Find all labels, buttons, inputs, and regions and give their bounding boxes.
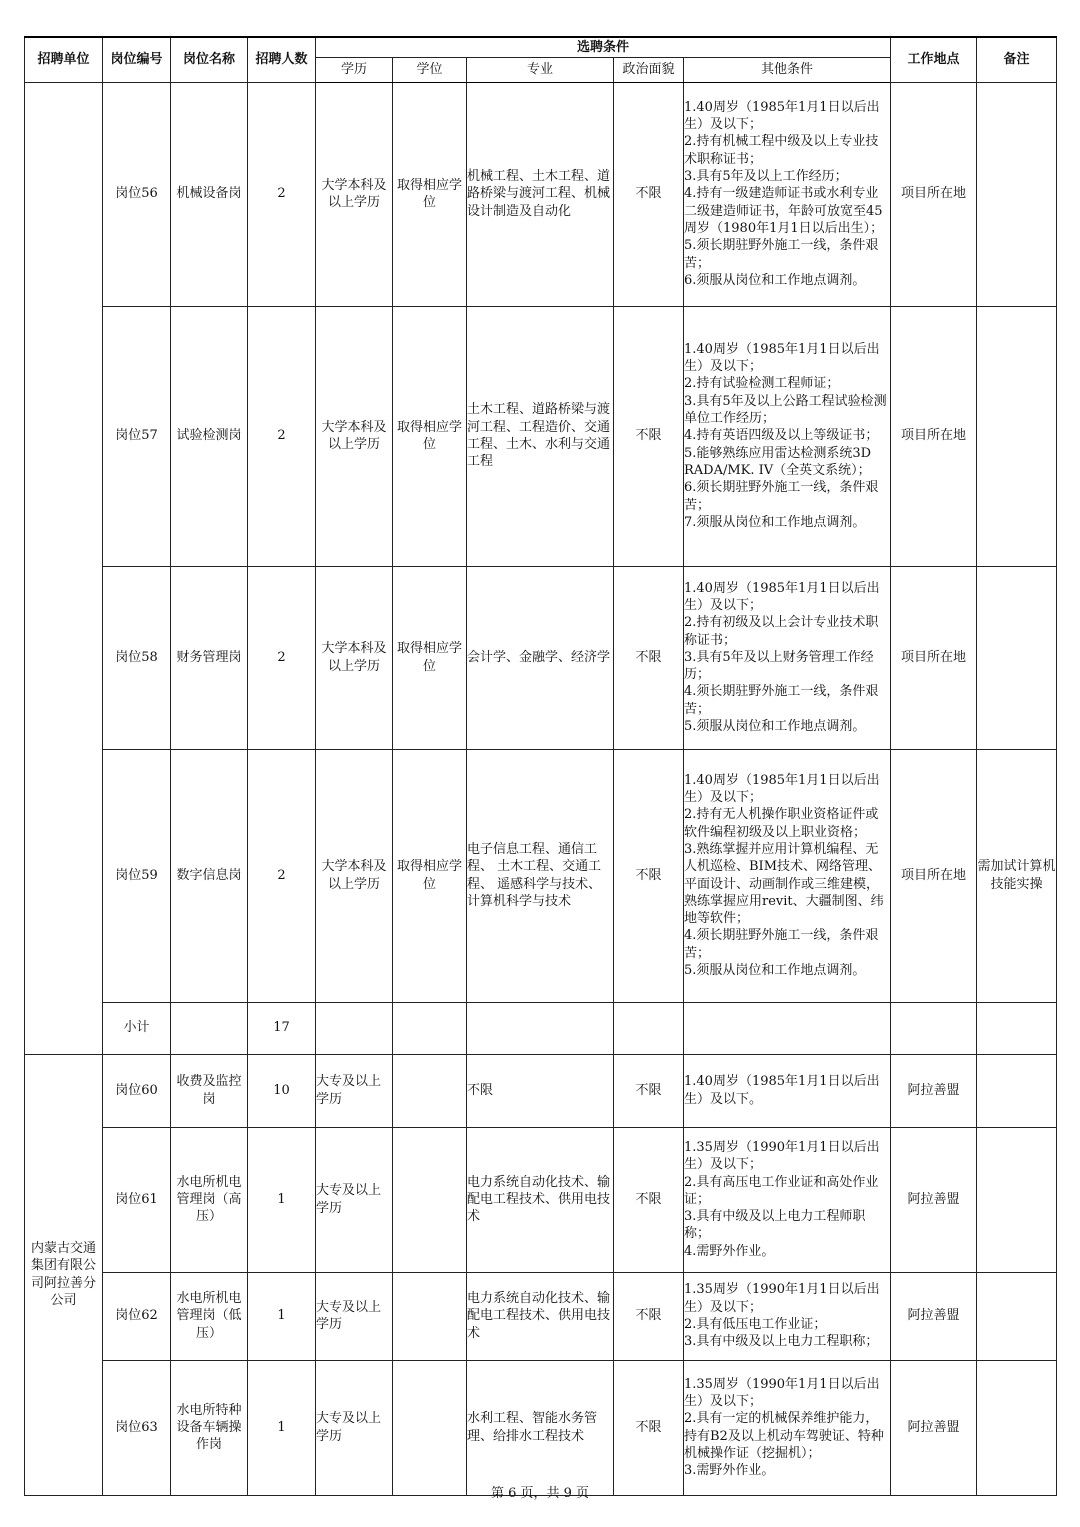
remark xyxy=(977,82,1057,306)
degree: 取得相应学位 xyxy=(393,82,467,306)
location: 阿拉善盟 xyxy=(891,1127,977,1272)
remark xyxy=(977,1360,1057,1495)
condition-line: 1.40周岁（1985年1月1日以后出生）及以下； xyxy=(684,99,880,133)
degree xyxy=(393,1127,467,1272)
header-unit: 招聘单位 xyxy=(25,37,103,82)
condition-line: 2.具有低压电工作业证； xyxy=(684,1317,827,1332)
degree xyxy=(393,1360,467,1495)
condition-line: 3.熟练掌握并应用计算机编程、无人机巡检、BIM技术、网络管理、平面设计、动画制作或三维建模，熟练掌握应用revit、大疆制图、纬地等软件； xyxy=(684,841,884,927)
condition-line: 6.须长期驻野外施工一线，条件艰苦； xyxy=(684,480,879,513)
condition-line: 4.须长期驻野外施工一线，条件艰苦； xyxy=(684,684,879,717)
location: 阿拉善盟 xyxy=(891,1272,977,1360)
major: 会计学、金融学、经济学 xyxy=(467,566,614,749)
condition-line: 5.须长期驻野外施工一线，条件艰苦； xyxy=(684,238,879,271)
header-location: 工作地点 xyxy=(891,37,977,82)
post-code: 岗位61 xyxy=(103,1127,171,1272)
condition-line: 2.持有无人机操作职业资格证件或软件编程初级及以上职业资格； xyxy=(684,807,879,840)
education: 大学本科及以上学历 xyxy=(316,566,393,749)
post-code: 岗位60 xyxy=(103,1054,171,1127)
political: 不限 xyxy=(614,1127,684,1272)
post-name: 收费及监控岗 xyxy=(171,1054,248,1127)
condition-line: 6.须服从岗位和工作地点调剂。 xyxy=(684,272,866,288)
other-conditions xyxy=(684,1127,891,1272)
political: 不限 xyxy=(614,306,684,566)
post-count: 2 xyxy=(248,82,316,306)
condition-line: 3.具有5年及以上公路工程试验检测单位工作经历； xyxy=(684,393,887,427)
condition-line: 1.40周岁（1985年1月1日以后出生）及以下。 xyxy=(684,1074,880,1107)
education: 大学本科及以上学历 xyxy=(316,749,393,1002)
table-row xyxy=(25,1272,1057,1360)
location: 项目所在地 xyxy=(891,749,977,1002)
post-name: 试验检测岗 xyxy=(171,306,248,566)
other-conditions xyxy=(684,566,891,749)
major: 电子信息工程、通信工程、 土木工程、交通工程、 遥感科学与技术、计算机科学与技术 xyxy=(467,749,614,1002)
condition-line: 5.须服从岗位和工作地点调剂。 xyxy=(684,719,866,735)
post-code: 岗位58 xyxy=(103,566,171,749)
condition-line: 3.具有5年及以上财务管理工作经历； xyxy=(684,649,874,683)
remark xyxy=(977,1272,1057,1360)
condition-line: 4.持有一级建造师证书或水利专业二级建造师证书，年龄可放宽至45周岁（1980年1月1日以后出生）； xyxy=(684,186,884,236)
location: 项目所在地 xyxy=(891,82,977,306)
condition-line: 1.35周岁（1990年1月1日以后出生）及以下； xyxy=(684,1282,880,1315)
condition-line: 3.具有中级及以上电力工程师职称； xyxy=(684,1209,866,1242)
condition-line: 1.40周岁（1985年1月1日以后出生）及以下； xyxy=(684,580,880,613)
recruitment-table xyxy=(24,36,1057,1496)
table-row xyxy=(25,82,1057,306)
post-code: 岗位56 xyxy=(103,82,171,306)
post-count: 10 xyxy=(248,1054,316,1127)
degree: 取得相应学位 xyxy=(393,749,467,1002)
other-conditions xyxy=(684,1360,891,1495)
education: 大学本科及以上学历 xyxy=(316,82,393,306)
political: 不限 xyxy=(614,1272,684,1360)
other-conditions xyxy=(684,306,891,566)
major: 电力系统自动化技术、输配电工程技术、供用电技术 xyxy=(467,1127,614,1272)
condition-line: 7.须服从岗位和工作地点调剂。 xyxy=(684,514,866,530)
table-row xyxy=(25,1054,1057,1127)
condition-line: 2.持有初级及以上会计专业技术职称证书； xyxy=(684,615,879,648)
post-code: 岗位57 xyxy=(103,306,171,566)
subtotal-label: 小计 xyxy=(103,1002,171,1054)
political: 不限 xyxy=(614,82,684,306)
major: 机械工程、土木工程、道路桥梁与渡河工程、机械设计制造及自动化 xyxy=(467,82,614,306)
other-conditions xyxy=(684,1054,891,1127)
location: 阿拉善盟 xyxy=(891,1360,977,1495)
table-row xyxy=(25,306,1057,566)
location: 阿拉善盟 xyxy=(891,1054,977,1127)
education: 大学本科及以上学历 xyxy=(316,306,393,566)
table-row xyxy=(25,749,1057,1002)
header-political: 政治面貌 xyxy=(614,57,684,82)
condition-line: 2.具有高压电工作业证和高处作业证； xyxy=(684,1174,879,1207)
condition-line: 1.35周岁（1990年1月1日以后出生）及以下； xyxy=(684,1376,880,1409)
degree: 取得相应学位 xyxy=(393,306,467,566)
post-count: 2 xyxy=(248,749,316,1002)
condition-line: 2.持有试验检测工程师证； xyxy=(684,376,840,392)
post-code: 岗位62 xyxy=(103,1272,171,1360)
header-education: 学历 xyxy=(316,57,393,82)
post-count: 1 xyxy=(248,1127,316,1272)
education: 大专及以上学历 xyxy=(316,1360,393,1495)
table-row xyxy=(25,1127,1057,1272)
header-post-name: 岗位名称 xyxy=(171,37,248,82)
location: 项目所在地 xyxy=(891,566,977,749)
major: 不限 xyxy=(467,1054,614,1127)
condition-line: 4.需野外作业。 xyxy=(684,1243,775,1259)
condition-line: 3.需野外作业。 xyxy=(684,1463,775,1479)
post-name: 数字信息岗 xyxy=(171,749,248,1002)
education: 大专及以上学历 xyxy=(316,1054,393,1127)
education: 大专及以上学历 xyxy=(316,1272,393,1360)
header-degree: 学位 xyxy=(393,57,467,82)
subtotal-row xyxy=(25,1002,1057,1054)
post-name: 水电所机电管理岗（低压） xyxy=(171,1272,248,1360)
education: 大专及以上学历 xyxy=(316,1127,393,1272)
header-other: 其他条件 xyxy=(684,57,891,82)
condition-line: 4.须长期驻野外施工一线，条件艰苦； xyxy=(684,928,879,961)
condition-line: 3.具有中级及以上电力工程职称； xyxy=(684,1334,879,1350)
condition-line: 5.能够熟练应用雷达检测系统3D RADA/MK. IV（全英文系统）； xyxy=(684,445,872,478)
table-row xyxy=(25,1360,1057,1495)
condition-line: 5.须服从岗位和工作地点调剂。 xyxy=(684,962,866,978)
condition-line: 3.具有5年及以上工作经历； xyxy=(684,169,848,185)
header-conditions: 选聘条件 xyxy=(316,37,891,57)
post-name: 机械设备岗 xyxy=(171,82,248,306)
other-conditions xyxy=(684,1272,891,1360)
post-code: 岗位63 xyxy=(103,1360,171,1495)
post-count: 1 xyxy=(248,1272,316,1360)
unit-cell: 内蒙古交通集团有限公司阿拉善分公司 xyxy=(25,1054,103,1495)
major: 电力系统自动化技术、输配电工程技术、供用电技术 xyxy=(467,1272,614,1360)
political: 不限 xyxy=(614,566,684,749)
condition-line: 2.具有一定的机械保养维护能力，持有B2及以上机动车驾驶证、特种机械操作证（挖掘机）； xyxy=(684,1411,884,1461)
post-name: 水电所机电管理岗（高压） xyxy=(171,1127,248,1272)
table-row xyxy=(25,566,1057,749)
major: 水利工程、智能水务管理、给排水工程技术 xyxy=(467,1360,614,1495)
political: 不限 xyxy=(614,1054,684,1127)
unit-cell xyxy=(25,82,103,1054)
subtotal-count: 17 xyxy=(248,1002,316,1054)
remark xyxy=(977,1054,1057,1127)
remark xyxy=(977,566,1057,749)
political: 不限 xyxy=(614,1360,684,1495)
condition-line: 2.持有机械工程中级及以上专业技术职称证书； xyxy=(684,134,879,167)
degree xyxy=(393,1054,467,1127)
major: 土木工程、道路桥梁与渡河工程、工程造价、交通工程、土木、水利与交通工程 xyxy=(467,306,614,566)
degree xyxy=(393,1272,467,1360)
condition-line: 4.持有英语四级及以上等级证书； xyxy=(684,428,879,444)
remark: 需加试计算机技能实操 xyxy=(977,749,1057,1002)
header-major: 专业 xyxy=(467,57,614,82)
political: 不限 xyxy=(614,749,684,1002)
post-code: 岗位59 xyxy=(103,749,171,1002)
remark xyxy=(977,306,1057,566)
condition-line: 1.35周岁（1990年1月1日以后出生）及以下； xyxy=(684,1139,880,1173)
remark xyxy=(977,1127,1057,1272)
post-count: 1 xyxy=(248,1360,316,1495)
other-conditions xyxy=(684,82,891,306)
degree: 取得相应学位 xyxy=(393,566,467,749)
condition-line: 1.40周岁（1985年1月1日以后出生）及以下； xyxy=(684,772,880,806)
post-name: 水电所特种设备车辆操作岗 xyxy=(171,1360,248,1495)
header-remark: 备注 xyxy=(977,37,1057,82)
location: 项目所在地 xyxy=(891,306,977,566)
page-footer: 第 6 页，共 9 页 xyxy=(490,1486,590,1501)
header-code: 岗位编号 xyxy=(103,37,171,82)
condition-line: 1.40周岁（1985年1月1日以后出生）及以下； xyxy=(684,341,880,375)
header-count: 招聘人数 xyxy=(248,37,316,82)
other-conditions xyxy=(684,749,891,1002)
post-count: 2 xyxy=(248,306,316,566)
post-name: 财务管理岗 xyxy=(171,566,248,749)
post-count: 2 xyxy=(248,566,316,749)
